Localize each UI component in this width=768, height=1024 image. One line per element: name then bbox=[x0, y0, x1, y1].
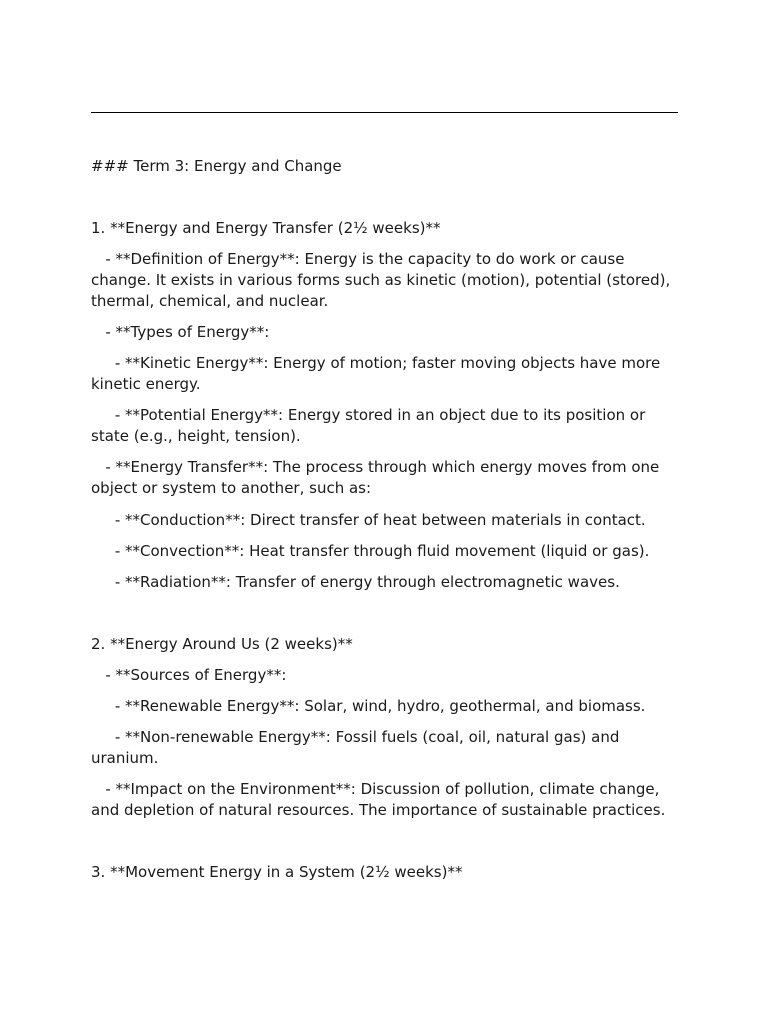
energy-transfer-item: - **Energy Transfer**: The process through which energy moves from one object or system to another, such as: bbox=[91, 458, 665, 497]
definition-of-energy-item: - **Definition of Energy**: Energy is the capacity to do work or cause change. It exists in various forms such as kinetic (motion), potential (stored), thermal, chemical, and nuclear. bbox=[91, 250, 676, 310]
conduction-item: - **Conduction**: Direct transfer of heat between materials in contact. bbox=[91, 511, 646, 529]
document-heading: ### Term 3: Energy and Change bbox=[91, 157, 342, 175]
non-renewable-energy-item: - **Non-renewable Energy**: Fossil fuels (coal, oil, natural gas) and uranium. bbox=[91, 728, 625, 767]
kinetic-energy-item: - **Kinetic Energy**: Energy of motion; faster moving objects have more kinetic energy. bbox=[91, 354, 665, 393]
environment-impact-item: - **Impact on the Environment**: Discussion of pollution, climate change, and depletion of natural resources. The importance of sustainable practices. bbox=[91, 780, 666, 819]
convection-item: - **Convection**: Heat transfer through fluid movement (liquid or gas). bbox=[91, 542, 650, 560]
sources-of-energy-item: - **Sources of Energy**: bbox=[91, 666, 287, 684]
renewable-energy-item: - **Renewable Energy**: Solar, wind, hydro, geothermal, and biomass. bbox=[91, 697, 646, 715]
section-3-title: 3. **Movement Energy in a System (2½ weeks)** bbox=[91, 863, 463, 881]
section-1-title: 1. **Energy and Energy Transfer (2½ weeks)** bbox=[91, 219, 441, 237]
types-of-energy-item: - **Types of Energy**: bbox=[91, 323, 270, 341]
radiation-item: - **Radiation**: Transfer of energy through electromagnetic waves. bbox=[91, 573, 620, 591]
section-2-title: 2. **Energy Around Us (2 weeks)** bbox=[91, 635, 353, 653]
horizontal-rule bbox=[91, 112, 678, 113]
potential-energy-item: - **Potential Energy**: Energy stored in an object due to its position or state (e.g., height, tension). bbox=[91, 406, 651, 445]
